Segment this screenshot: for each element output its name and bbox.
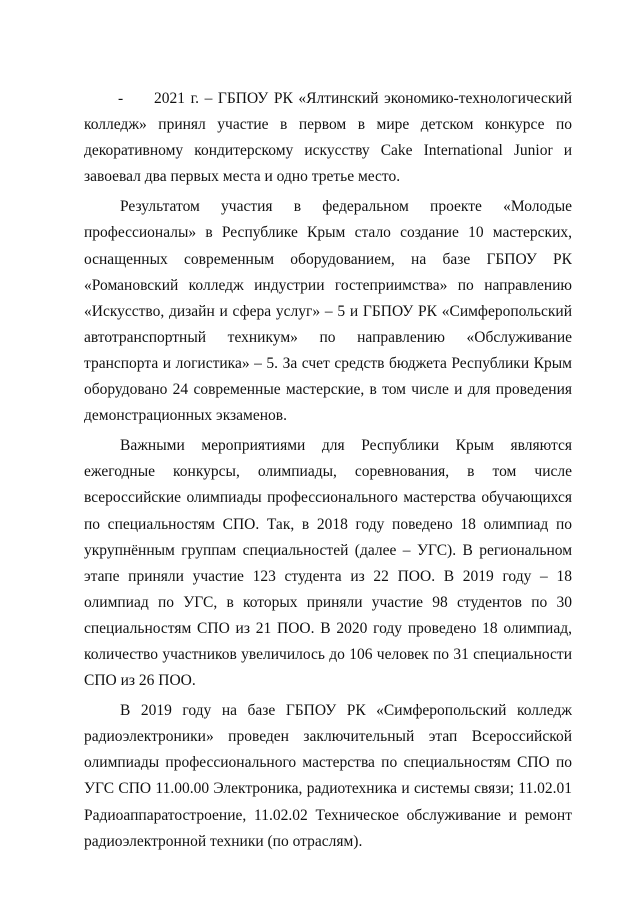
bullet-paragraph (84, 86, 572, 190)
bullet-marker: - (118, 90, 124, 107)
paragraph-final-stage: В 2019 году на базе ГБПОУ РК «Симферопольский колледж радиоэлектроники» проведен заключительный этап Всероссийской олимпиады профессионального мастерства по специальностям СПО по УГС СПО 11.00.00 Электроника, радиотехника и системы связи; 11.02.01 Радиоаппаратостроение, 11.02.02 Техническое обслуживание и ремонт радиоэлектронной техники (по отраслям). (84, 702, 572, 850)
paragraph-young-professionals: Результатом участия в федеральном проекте «Молодые профессионалы» в Республике Крым стало создание 10 мастерских, оснащенных современным оборудованием, на базе ГБПОУ РК «Романовский колледж индустрии гостеприимства» по направлению «Искусство, дизайн и сфера услуг» – 5 и ГБПОУ РК «Симферопольский автотранспортный техникум» по направлению «Обслуживание транспорта и логистика» – 5. За счет средств бюджета Республики Крым оборудовано 24 современные мастерские, в том числе и для проведения демонстрационных экзаменов. (84, 198, 572, 425)
bullet-paragraph-text: 2021 г. – ГБПОУ РК «Ялтинский экономико-технологический колледж» принял участие в первом в мире детском конкурсе по декоративному кондитерскому искусству Cake International Junior и завоевал два первых места и одно третье место. (84, 90, 572, 186)
paragraph-olympiads: Важными мероприятиями для Республики Крым являются ежегодные конкурсы, олимпиады, соревнования, в том числе всероссийские олимпиады профессионального мастерства обучающихся по специальностям СПО. Так, в 2018 году поведено 18 олимпиад по укрупнённым группам специальностей (далее – УГС). В региональном этапе приняли участие 123 студента из 22 ПОО. В 2019 году – 18 олимпиад по УГС, в которых приняли участие 98 студентов по 30 специальностям СПО из 21 ПОО. В 2020 году проведено 18 олимпиад, количество участников увеличилось до 106 человек по 31 специальности СПО из 26 ПОО. (84, 437, 572, 690)
document-body (84, 86, 572, 859)
